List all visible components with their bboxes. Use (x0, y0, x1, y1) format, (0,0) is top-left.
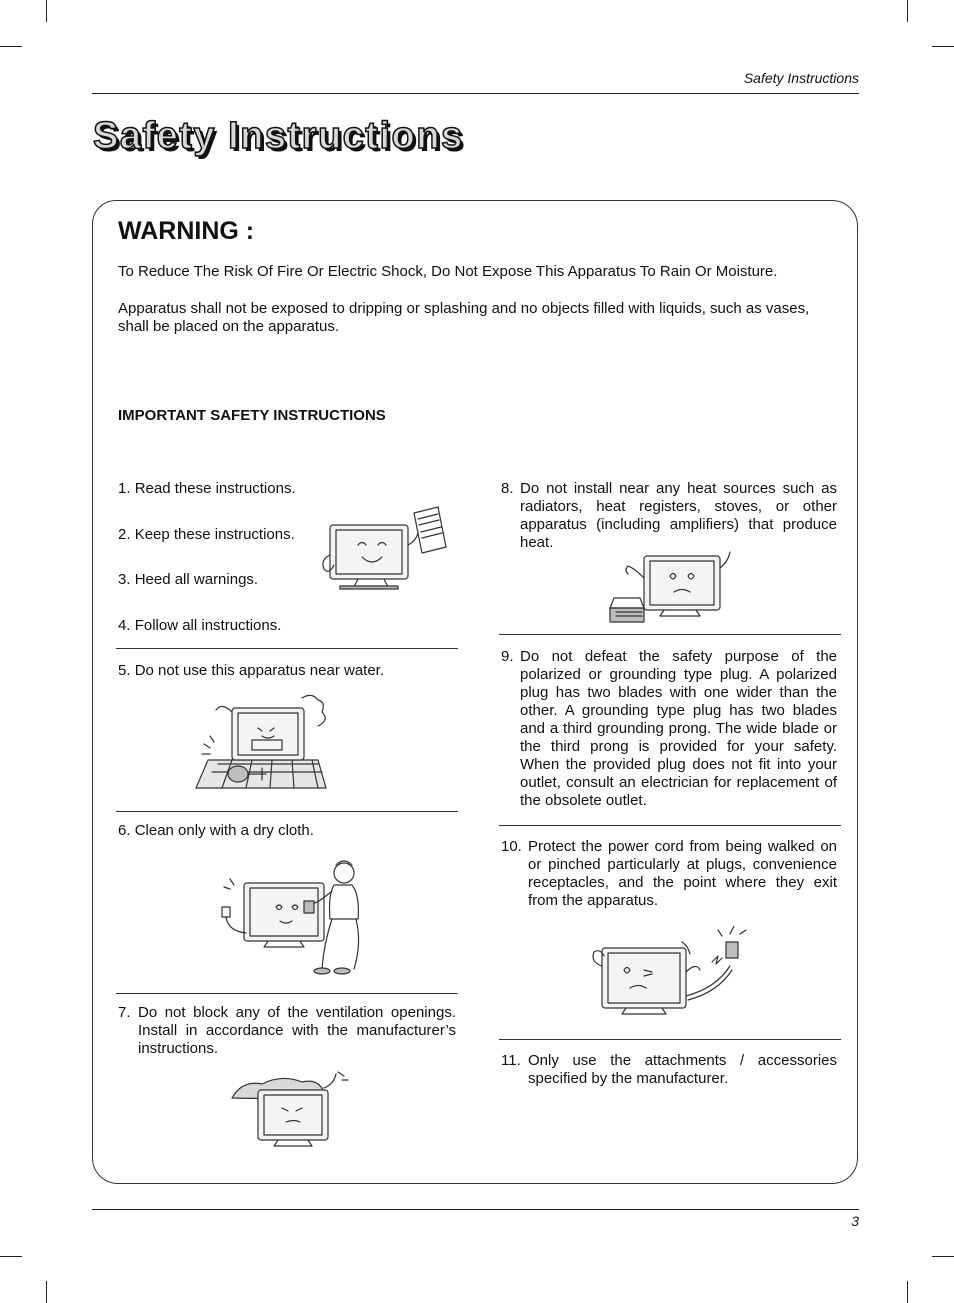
person-cleaning-tv-illustration (218, 857, 368, 979)
tv-near-heater-illustration (604, 548, 734, 624)
important-heading: IMPORTANT SAFETY INSTRUCTIONS (118, 407, 386, 424)
crop-mark (907, 0, 908, 22)
instruction-1: 1. Read these instructions. (118, 480, 296, 497)
divider (499, 634, 841, 635)
crop-mark (907, 1281, 908, 1303)
warning-heading: WARNING : (118, 217, 255, 245)
divider (499, 825, 841, 826)
instruction-9: 9. Do not defeat the safety purpose of the polarized or grounding type plug. A polarized plug has two blades with one wider than the other. A grounding type plug has two blades and a third grounding prong. The wide blade or the third prong is provided for your safety. When the provided plug does not fit into your outlet, consult an electrician for replacement of the obsolete outlet. (501, 648, 837, 809)
tv-reading-manual-illustration (318, 505, 448, 593)
header-rule (92, 93, 859, 94)
instruction-2: 2. Keep these instructions. (118, 526, 295, 543)
warning-text-2: Apparatus shall not be exposed to dripping or splashing and no objects filled with liquids, such as vases, shall be placed on the apparatus. (118, 300, 810, 335)
instruction-4: 4. Follow all instructions. (118, 617, 282, 634)
instruction-3: 3. Heed all warnings. (118, 571, 259, 588)
instruction-8: 8. Do not install near any heat sources such as radiators, heat registers, stoves, or other apparatus (including amplifiers) that produce heat. (501, 480, 837, 551)
instruction-5: 5. Do not use this apparatus near water. (118, 662, 385, 679)
divider (499, 1039, 841, 1040)
crop-mark (932, 1256, 954, 1257)
crop-mark (46, 0, 47, 22)
tv-near-water-illustration (192, 692, 332, 792)
divider (116, 648, 458, 649)
page-title: Safety Instructions (93, 115, 464, 157)
instruction-11: 11. Only use the attachments / accessories specified by the manufacturer. (501, 1052, 837, 1087)
blocked-ventilation-illustration (226, 1068, 356, 1148)
warning-text-1: To Reduce The Risk Of Fire Or Electric Shock, Do Not Expose This Apparatus To Rain Or Moisture. (118, 263, 778, 280)
crop-mark (932, 46, 954, 47)
instruction-10: 10. Protect the power cord from being walked on or pinched particularly at plugs, convenience receptacles, and the point where they exit from the apparatus. (501, 838, 837, 909)
crop-mark (0, 46, 22, 47)
divider (116, 811, 458, 812)
pinched-power-cord-illustration (590, 926, 750, 1018)
instruction-7: 7. Do not block any of the ventilation openings. Install in accordance with the manufacturer’s instructions. (118, 1004, 456, 1057)
crop-mark (46, 1281, 47, 1303)
crop-mark (0, 1256, 22, 1257)
running-header: Safety Instructions (743, 70, 859, 86)
divider (116, 993, 458, 994)
instruction-6: 6. Clean only with a dry cloth. (118, 822, 314, 839)
footer-rule (92, 1209, 859, 1210)
page-number: 3 (851, 1213, 859, 1229)
